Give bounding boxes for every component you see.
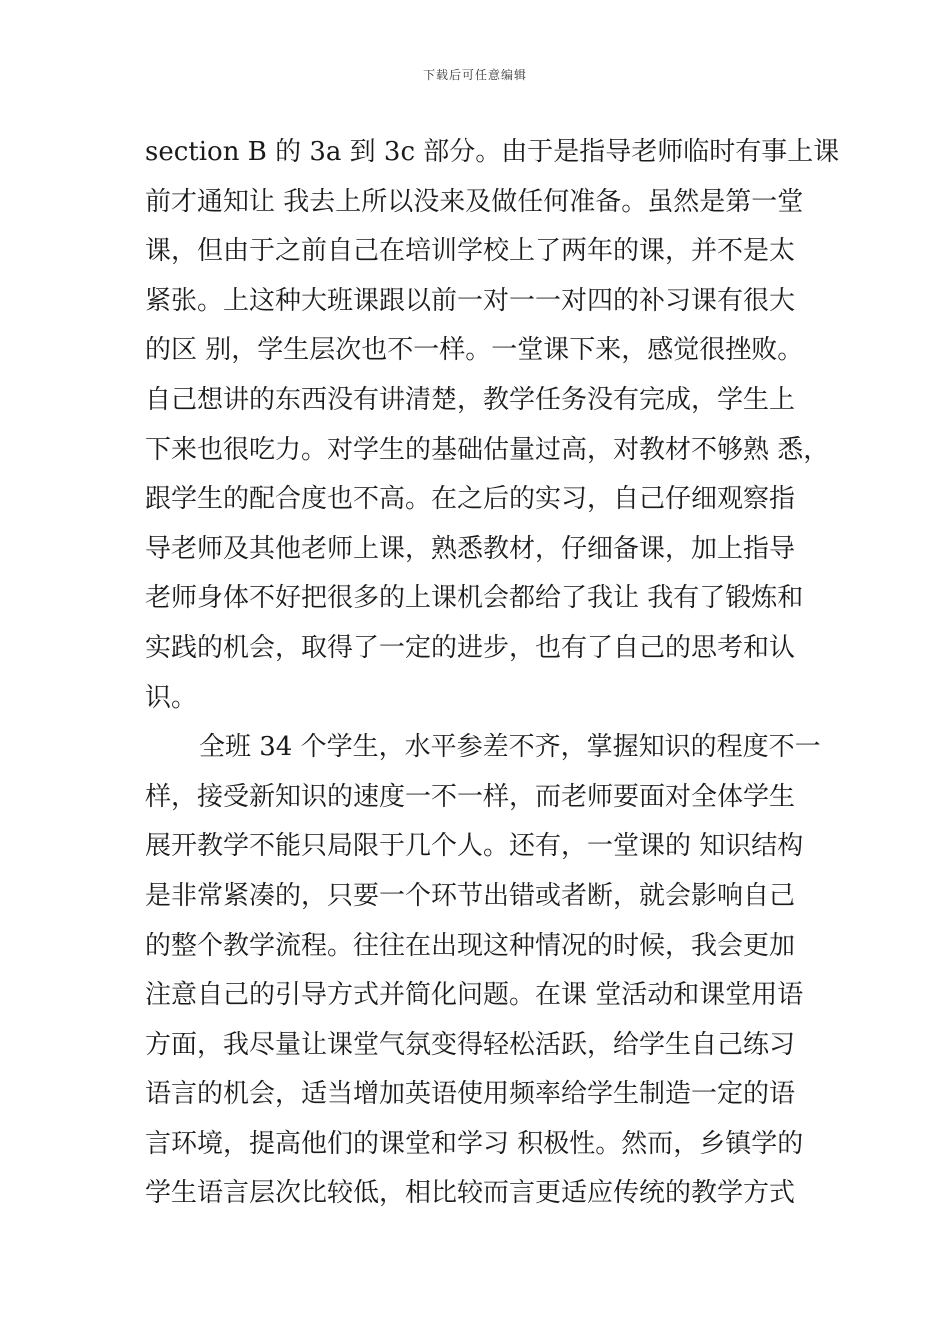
paragraph-2 xyxy=(145,723,821,1219)
text-line: 全班 34 个学生，水平参差不齐，掌握知识的程度不一 xyxy=(199,732,821,763)
text-line: section B 的 3a 到 3c 部分。由于是指导老师临时有事上课 xyxy=(145,137,840,167)
text-line: 样，接受新知识的速度一不一样，而老师要面对全体学生 xyxy=(145,781,796,812)
text-line: 学生语言层次比较低，相比较而言更适应传统的教学方式 xyxy=(145,1178,796,1209)
text-line: 的区 别，学生层次也不一样。一堂课下来，感觉很挫败。 xyxy=(145,335,804,366)
text-line: 自己想讲的东西没有讲清楚，教学任务没有完成，学生上 xyxy=(145,384,796,415)
text-line: 注意自己的引导方式并简化问题。在课 堂活动和课堂用语 xyxy=(145,980,804,1011)
text-line: 实践的机会，取得了一定的进步，也有了自己的思考和认 xyxy=(145,632,796,663)
text-line: 的整个教学流程。往往在出现这种情况的时候，我会更加 xyxy=(145,930,796,961)
text-line: 识。 xyxy=(145,682,198,713)
text-line: 展开教学不能只局限于几个人。还有，一堂课的 知识结构 xyxy=(145,831,804,862)
text-line: 导老师及其他老师上课，熟悉教材，仔细备课，加上指导 xyxy=(145,533,796,564)
text-line: 方面，我尽量让课堂气氛变得轻松活跃，给学生自己练习 xyxy=(145,1029,796,1060)
text-line: 老师身体不好把很多的上课机会都给了我让 我有了锻炼和 xyxy=(145,583,804,614)
page-header: 下载后可任意编辑 xyxy=(422,68,527,82)
text-line: 是非常紧凑的，只要一个环节出错或者断，就会影响自己 xyxy=(145,880,796,911)
text-line: 紧张。上这种大班课跟以前一对一一对四的补习课有很大 xyxy=(145,285,796,316)
paragraph-1 xyxy=(145,128,840,723)
text-line: 下来也很吃力。对学生的基础估量过高，对教材不够熟 悉， xyxy=(145,434,830,465)
text-line: 跟学生的配合度也不高。在之后的实习，自己仔细观察指 xyxy=(145,484,796,515)
document-body xyxy=(145,128,840,1219)
text-line: 课，但由于之前自己在培训学校上了两年的课，并不是太 xyxy=(145,236,796,267)
text-line: 语言的机会，适当增加英语使用频率给学生制造一定的语 xyxy=(145,1079,796,1110)
text-line: 言环境，提高他们的课堂和学习 积极性。然而，乡镇学的 xyxy=(145,1128,804,1159)
text-line: 前才通知让 我去上所以没来及做任何准备。虽然是第一堂 xyxy=(145,186,804,217)
